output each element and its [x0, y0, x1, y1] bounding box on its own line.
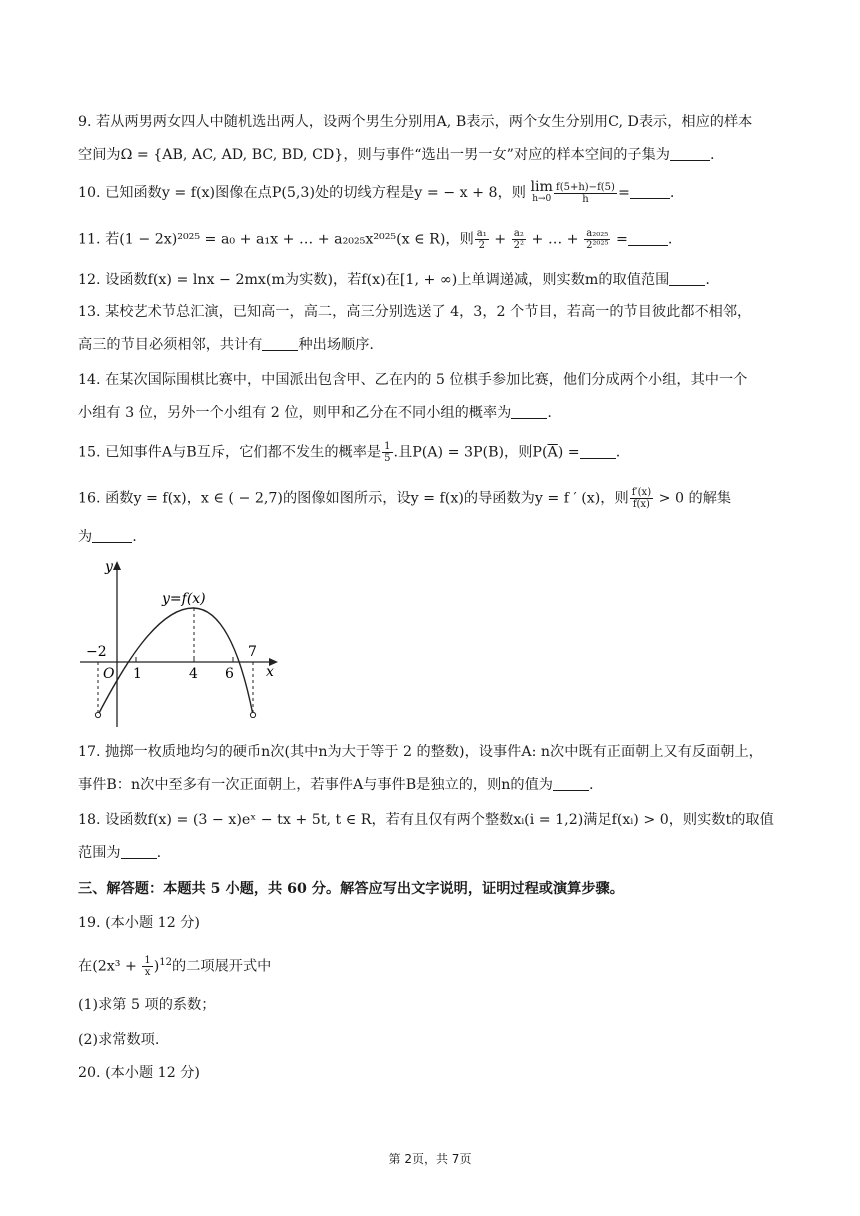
q11-frac-3 — [584, 228, 610, 251]
answer-blank-18 — [121, 844, 157, 859]
tick-label-1: 1 — [133, 666, 142, 682]
q14-end: . — [547, 405, 552, 421]
q19-expr-open: (2x³ + — [92, 958, 142, 975]
q16-line-2 — [78, 526, 782, 548]
answer-blank-12 — [669, 271, 705, 286]
q9-line-1: 9. 若从两男两女四人中随机选出两人，设两个男生分别用A, B表示，两个女生分别用C, D表示，相应的样本 — [78, 114, 753, 130]
q19-part-1: (1)求第 5 项的系数； — [78, 997, 216, 1013]
q19-text: 在 — [78, 958, 93, 975]
frac-den: 2²⁰²⁵ — [586, 240, 609, 251]
q17-text: 事件B：n次中至多有一次正面朝上，若事件A与事件B是独立的，则n的值为 — [78, 777, 553, 793]
plus: + — [489, 231, 511, 248]
q11-eq: = — [611, 231, 628, 248]
frac-num: a₁ — [476, 228, 487, 239]
q19-text-2: 的二项展开式中 — [172, 958, 272, 975]
q18-end: . — [156, 845, 162, 861]
answer-blank-9 — [670, 146, 710, 161]
function-label: y=f(x) — [162, 591, 206, 607]
q20-title: 20. (本小题 12 分) — [78, 1065, 200, 1081]
q19-expr-close: ) — [153, 958, 160, 975]
q10-fraction — [554, 182, 617, 205]
q13-text: 高三的节目必须相邻，共计有 — [78, 337, 263, 353]
q19-part-2: (2)求常数项. — [78, 1032, 160, 1048]
tick-label-6: 6 — [225, 666, 234, 682]
q11-frac-1 — [475, 228, 489, 251]
q10-end: . — [669, 185, 675, 201]
q15-text: 15. 已知事件A与B互斥，它们都不发生的概率是 — [78, 444, 382, 461]
q17-line-1: 17. 抛掷一枚质地均匀的硬币n次(其中n为大于等于 2 的整数)，设事件A: n次中既有正面朝上又有反面朝上， — [78, 744, 763, 760]
frac-num: 1 — [144, 955, 151, 967]
q15-eq: ) = — [557, 444, 580, 461]
q12-end: . — [705, 272, 710, 288]
q18-line-2 — [78, 842, 782, 864]
q15-complement-a: $\overline{A}$ — [547, 444, 558, 461]
q17-line-2 — [78, 774, 782, 796]
q11-frac-2 — [512, 228, 526, 251]
q15-end: . — [615, 444, 621, 461]
q12-text: 12. 设函数f(x) = lnx − 2mx(m为实数)，若f(x)在[1, + ∞)上单调递减，则实数m的取值范围 — [78, 272, 670, 288]
page-footer: 第 2页，共 7页 — [388, 1152, 472, 1166]
open-endpoint-right — [250, 712, 255, 717]
y-axis-label: y — [105, 559, 113, 575]
q13-end: 种出场顺序. — [298, 337, 374, 353]
q11-text: 11. 若(1 − 2x)²⁰²⁵ = a₀ + a₁x + … + a₂₀₂₅x²⁰²⁵(x ∈ R)，则 — [78, 231, 474, 248]
q15-fraction — [382, 441, 392, 464]
q14-line-1: 14. 在某次国际围棋比赛中，中国派出包含甲、乙在内的 5 位棋手参加比赛，他们分成两个小组，其中一个 — [78, 372, 748, 388]
q16-line-1 — [78, 487, 782, 510]
y-axis-arrow — [113, 561, 121, 570]
q15-text-2: .且P(A) = 3P(B)，则P( — [393, 444, 548, 461]
q12-line — [78, 269, 782, 291]
q10-eq: = — [617, 185, 630, 201]
q11-line — [78, 228, 782, 251]
tick-label-7: 7 — [248, 644, 257, 660]
frac-num: a₂₀₂₅ — [586, 228, 609, 239]
tick-label-minus2: −2 — [86, 644, 107, 660]
q18-line-1: 18. 设函数f(x) = (3 − x)eˣ − tx + 5t, t ∈ R，若有且仅有两个整数xᵢ(i = 1,2)满足f(xᵢ) > 0，则实数t的取值 — [78, 812, 774, 828]
q14-text: 小组有 3 位，另外一个小组有 2 位，则甲和乙分在不同小组的概率为 — [78, 405, 512, 421]
frac-num: 1 — [384, 441, 391, 452]
q19-statement — [78, 952, 782, 978]
q19-title: 19. (本小题 12 分) — [78, 915, 200, 931]
frac-den: 2 — [478, 240, 485, 251]
tick-label-4: 4 — [189, 666, 198, 682]
q15-line — [78, 441, 782, 464]
section-3-heading: 三、解答题：本题共 5 小题，共 60 分。解答应写出文字说明，证明过程或演算步骤。 — [78, 881, 624, 897]
open-endpoint-left — [95, 712, 100, 717]
q10-frac-num: f(5+h)−f(5) — [556, 181, 615, 193]
answer-blank-16 — [92, 528, 132, 543]
frac-den: f(x) — [632, 499, 650, 510]
frac-num: f′(x) — [631, 487, 652, 498]
answer-blank-14 — [511, 404, 547, 419]
frac-den: x — [144, 967, 151, 979]
q16-text: 16. 函数y = f(x)，x ∈ ( − 2,7)的图像如图所示，设y = f(x)的导函数为y = f ′ (x)，则 — [78, 490, 629, 507]
frac-den: 5 — [384, 453, 391, 464]
q10-limit — [530, 181, 553, 205]
q10-line — [78, 181, 782, 205]
frac-den: 2² — [513, 240, 525, 251]
function-graph — [78, 555, 288, 735]
q11-end: . — [667, 231, 673, 248]
q13-line-1: 13. 某校艺术节总汇演，已知高一，高二，高三分别选送了 4，3，2 个节目，若高一的节目彼此都不相邻， — [78, 304, 752, 320]
q16-text-2: > 0 的解集 — [654, 490, 732, 507]
q17-end: . — [589, 777, 594, 793]
answer-blank-13 — [262, 336, 298, 351]
q18-text: 范围为 — [78, 845, 121, 861]
frac-num: a₂ — [513, 228, 524, 239]
q19-exponent: 12 — [159, 957, 173, 968]
q10-text: 10. 已知函数y = f(x)图像在点P(5,3)处的切线方程是y = − x + 8，则 — [78, 185, 526, 201]
q9-end: . — [709, 147, 715, 163]
q13-line-2 — [78, 334, 782, 356]
lim-sub: h→0 — [532, 194, 552, 204]
ellipsis: + … + — [527, 231, 584, 248]
q16-end: . — [132, 529, 137, 545]
answer-blank-15 — [580, 444, 616, 459]
q9-line-2 — [78, 144, 782, 166]
origin-label: O — [103, 666, 115, 682]
q10-frac-den: h — [582, 193, 589, 205]
answer-blank-10 — [630, 184, 670, 199]
answer-blank-17 — [553, 776, 589, 791]
q14-line-2 — [78, 402, 782, 424]
x-axis-label: x — [266, 664, 274, 680]
lim-text: lim — [530, 179, 553, 195]
q9-text: 空间为Ω = {AB, AC, AD, BC, BD, CD}，则与事件“选出一男一女”对应的样本空间的子集为 — [78, 147, 670, 163]
q16-fraction — [630, 487, 653, 510]
q16-text-3: 为 — [78, 529, 93, 545]
q19-fraction — [142, 955, 152, 978]
answer-blank-11 — [628, 231, 668, 246]
